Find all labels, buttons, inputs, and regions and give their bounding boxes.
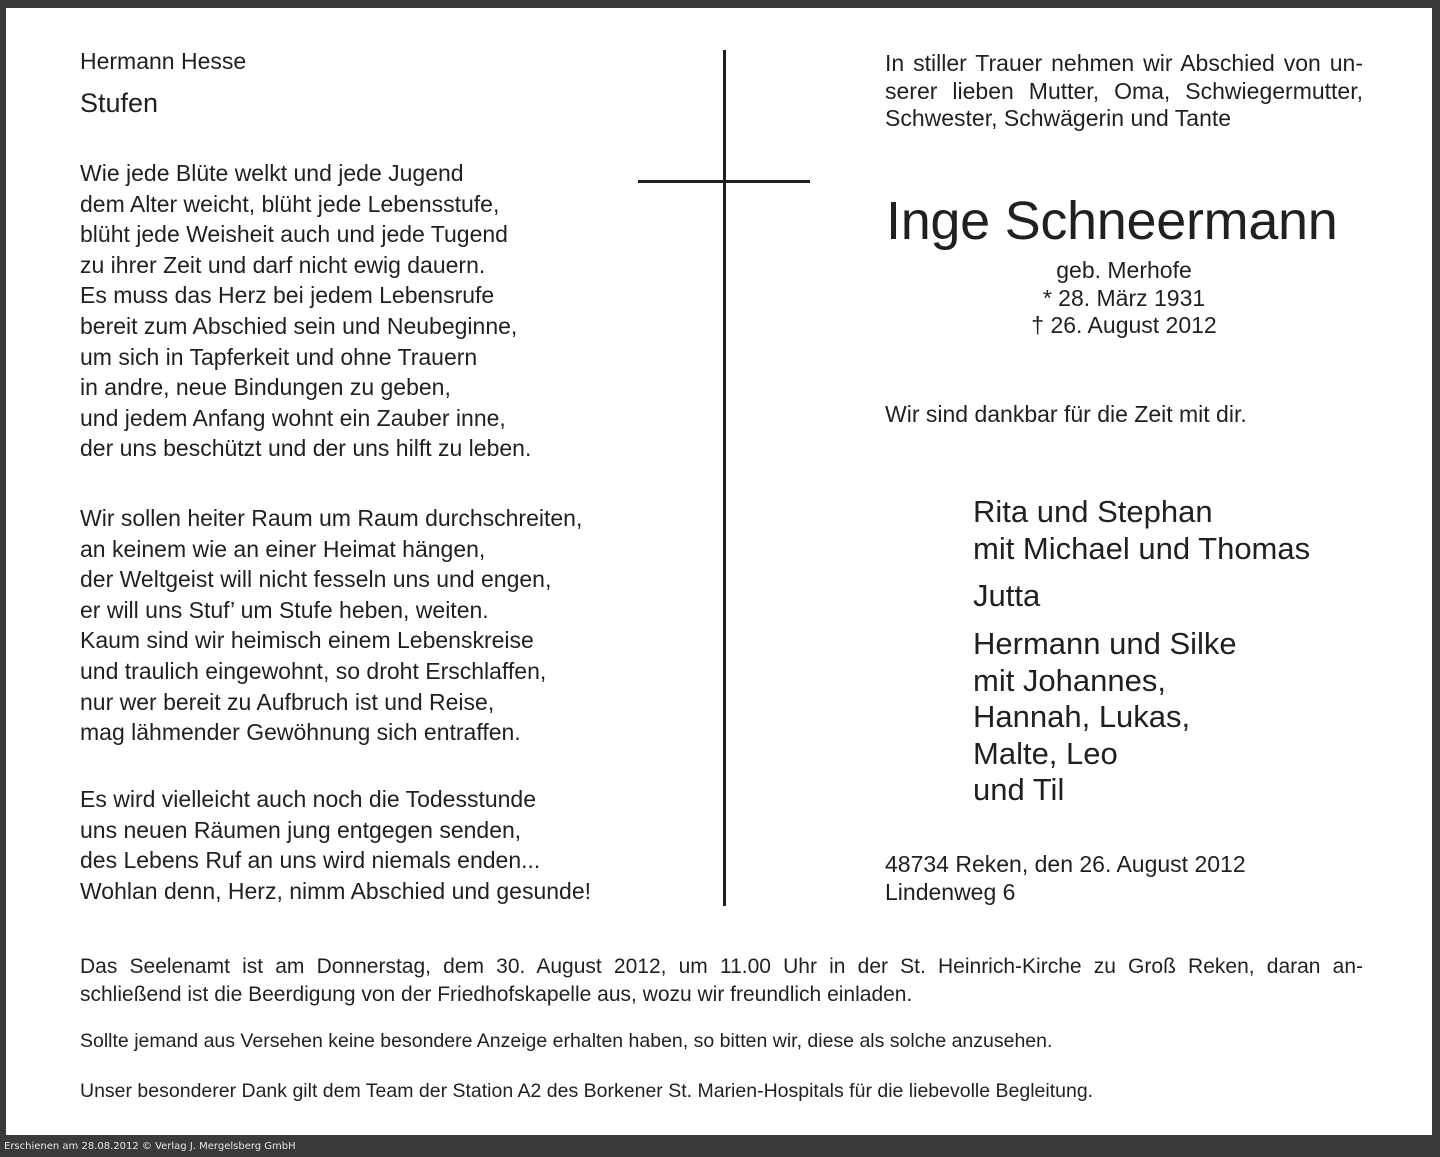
family-group-1 (973, 494, 1310, 567)
poem-author: Hermann Hesse (80, 48, 247, 74)
poem-line: nur wer bereit zu Aufbruch ist und Reise, (80, 688, 495, 715)
poem-line: des Lebens Ruf an uns wird niemals enden... (80, 847, 541, 874)
poem-stanza-2 (80, 503, 582, 748)
street-address: Lindenweg 6 (885, 879, 1016, 905)
poem-line: der Weltgeist will nicht fesseln uns und engen, (80, 566, 552, 593)
family-group-2 (973, 578, 1040, 615)
service-line: Das Seelenamt ist am Donnerstag, dem 30. August 2012, um 11.00 Uhr in der St. Heinrich-Kirche zu Groß Reken, daran an- (80, 955, 1363, 978)
death-date: † 26. August 2012 (1031, 312, 1217, 338)
obituary-notice (6, 8, 1432, 1135)
birth-date: * 28. März 1931 (1042, 284, 1206, 311)
poem-line: bereit zum Abschied sein und Neubeginne, (80, 312, 518, 339)
address-block (885, 850, 1246, 906)
deceased-name: Inge Schneermann (886, 191, 1338, 251)
service-notice (80, 953, 1363, 1009)
service-line: schließend ist die Beerdigung von der Friedhofskapelle aus, wozu wir freundlich einladen. (80, 983, 913, 1006)
poem-line: und traulich eingewohnt, so droht Erschlaffen, (80, 657, 547, 684)
poem-stanza-3 (80, 784, 591, 906)
family-group-3 (973, 626, 1237, 809)
poem-line: Wie jede Blüte welkt und jede Jugend (80, 160, 464, 186)
family-line: Hermann und Silke (973, 626, 1237, 661)
place-date: 48734 Reken, den 26. August 2012 (885, 851, 1246, 877)
intro-line: serer lieben Mutter, Oma, Schwiegermutter, (885, 77, 1363, 104)
family-line: mit Johannes, (973, 662, 1166, 698)
poem-line: dem Alter weicht, blüht jede Lebensstufe, (80, 190, 500, 217)
poem-line: Es muss das Herz bei jedem Lebensrufe (80, 282, 495, 309)
announcement-intro (885, 50, 1363, 133)
poem-line: Es wird vielleicht auch noch die Todesstunde (80, 786, 537, 812)
poem-line: uns neuen Räumen jung entgegen senden, (80, 816, 522, 843)
poem-line: Kaum sind wir heimisch einem Lebenskreise (80, 627, 534, 654)
no-notice-text: Sollte jemand aus Versehen keine besondere Anzeige erhalten haben, so bitten wir, diese als solche anzusehen. (80, 1030, 1053, 1052)
cross-icon-bar (638, 180, 810, 183)
poem-title: Stufen (80, 88, 159, 118)
poem-line: in andre, neue Bindungen zu geben, (80, 374, 451, 401)
poem-line: Wir sollen heiter Raum um Raum durchschreiten, (80, 505, 583, 531)
poem-line: er will uns Stuf’ um Stufe heben, weiten. (80, 596, 489, 623)
gratitude-text: Unser besonderer Dank gilt dem Team der Station A2 des Borkener St. Marien-Hospitals für die liebevolle Begleitung. (80, 1080, 1094, 1102)
poem-stanza-1 (80, 158, 531, 464)
intro-line: In stiller Trauer nehmen wir Abschied von un- (885, 50, 1363, 76)
publication-footer: Erschienen am 28.08.2012 © Verlag J. Mergelsberg GmbH (4, 1141, 296, 1152)
family-line: Hannah, Lukas, (973, 699, 1191, 734)
poem-line: Wohlan denn, Herz, nimm Abschied und gesunde! (80, 877, 591, 904)
poem-line: zu ihrer Zeit und darf nicht ewig dauern. (80, 251, 486, 278)
poem-line: der uns beschützt und der uns hilft zu leben. (80, 435, 532, 462)
family-line: mit Michael und Thomas (973, 530, 1311, 566)
family-line: Jutta (973, 578, 1041, 613)
family-line: und Til (973, 772, 1065, 807)
thanks-line: Wir sind dankbar für die Zeit mit dir. (885, 401, 1247, 427)
poem-line: mag lähmender Gewöhnung sich entraffen. (80, 719, 521, 746)
cross-icon (723, 50, 726, 906)
family-line: Rita und Stephan (973, 494, 1213, 529)
life-dates (996, 257, 1252, 340)
maiden-name: geb. Merhofe (1056, 257, 1192, 283)
poem-line: blüht jede Weisheit auch und jede Tugend (80, 221, 508, 248)
family-line: Malte, Leo (973, 735, 1118, 771)
poem-line: um sich in Tapferkeit und ohne Trauern (80, 343, 478, 370)
poem-line: an keinem wie an einer Heimat hängen, (80, 535, 486, 562)
poem-line: und jedem Anfang wohnt ein Zauber inne, (80, 404, 506, 431)
intro-line: Schwester, Schwägerin und Tante (885, 105, 1232, 131)
